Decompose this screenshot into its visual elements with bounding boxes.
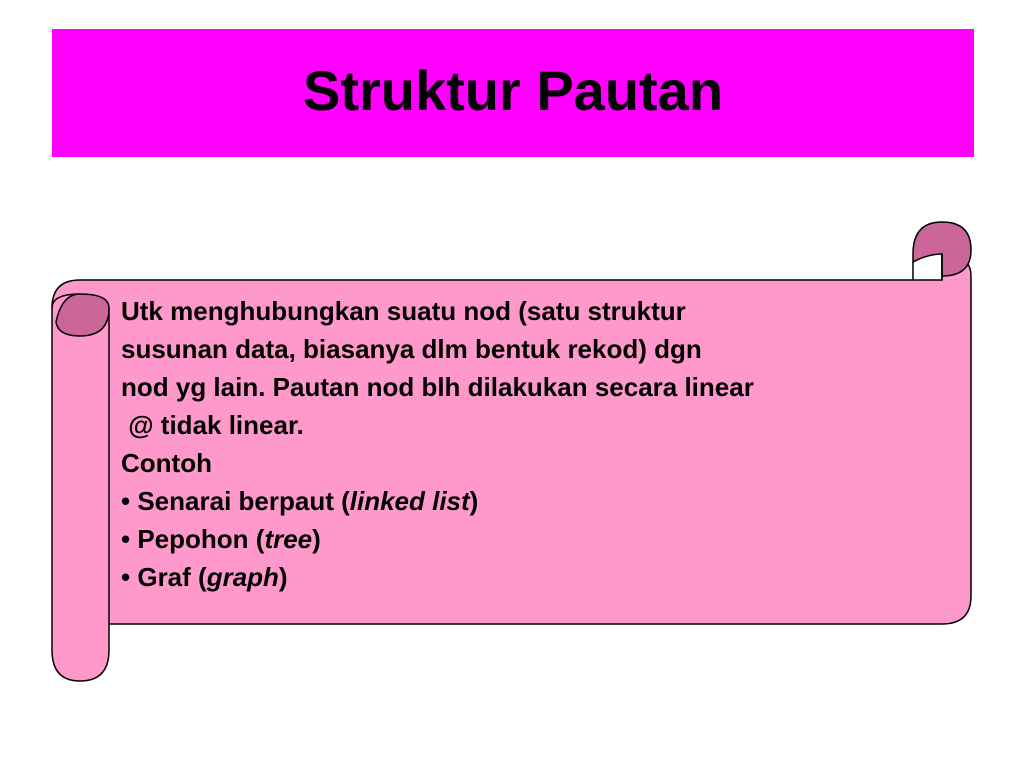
example-suffix: ) [469,486,479,516]
example-suffix: ) [312,524,321,554]
example-suffix: ) [278,562,288,592]
example-item-linked-list [121,482,961,520]
description-line-2: susunan data, biasanya dlm bentuk rekod) dgn [121,334,702,364]
bullet-icon: • [121,486,131,516]
example-label: Pepohon ( [137,524,265,554]
slide-title: Struktur Pautan [302,58,724,122]
example-heading: Contoh [121,448,212,478]
example-item-graph [121,558,961,596]
description-line-3: nod yg lain. Pautan nod blh dilakukan secara linear [121,372,754,402]
example-item-tree [121,520,961,558]
example-term: graph [206,562,279,592]
bullet-icon: • [121,562,131,592]
example-term: linked list [349,486,470,516]
description-line-4: @ tidak linear. [121,410,304,440]
example-term: tree [264,524,313,554]
scroll-content [121,292,961,596]
example-label: Graf ( [137,562,207,592]
example-label: Senarai berpaut ( [137,486,350,516]
bullet-icon: • [121,524,131,554]
description-line-1: Utk menghubungkan suatu nod (satu struktur [121,296,686,326]
